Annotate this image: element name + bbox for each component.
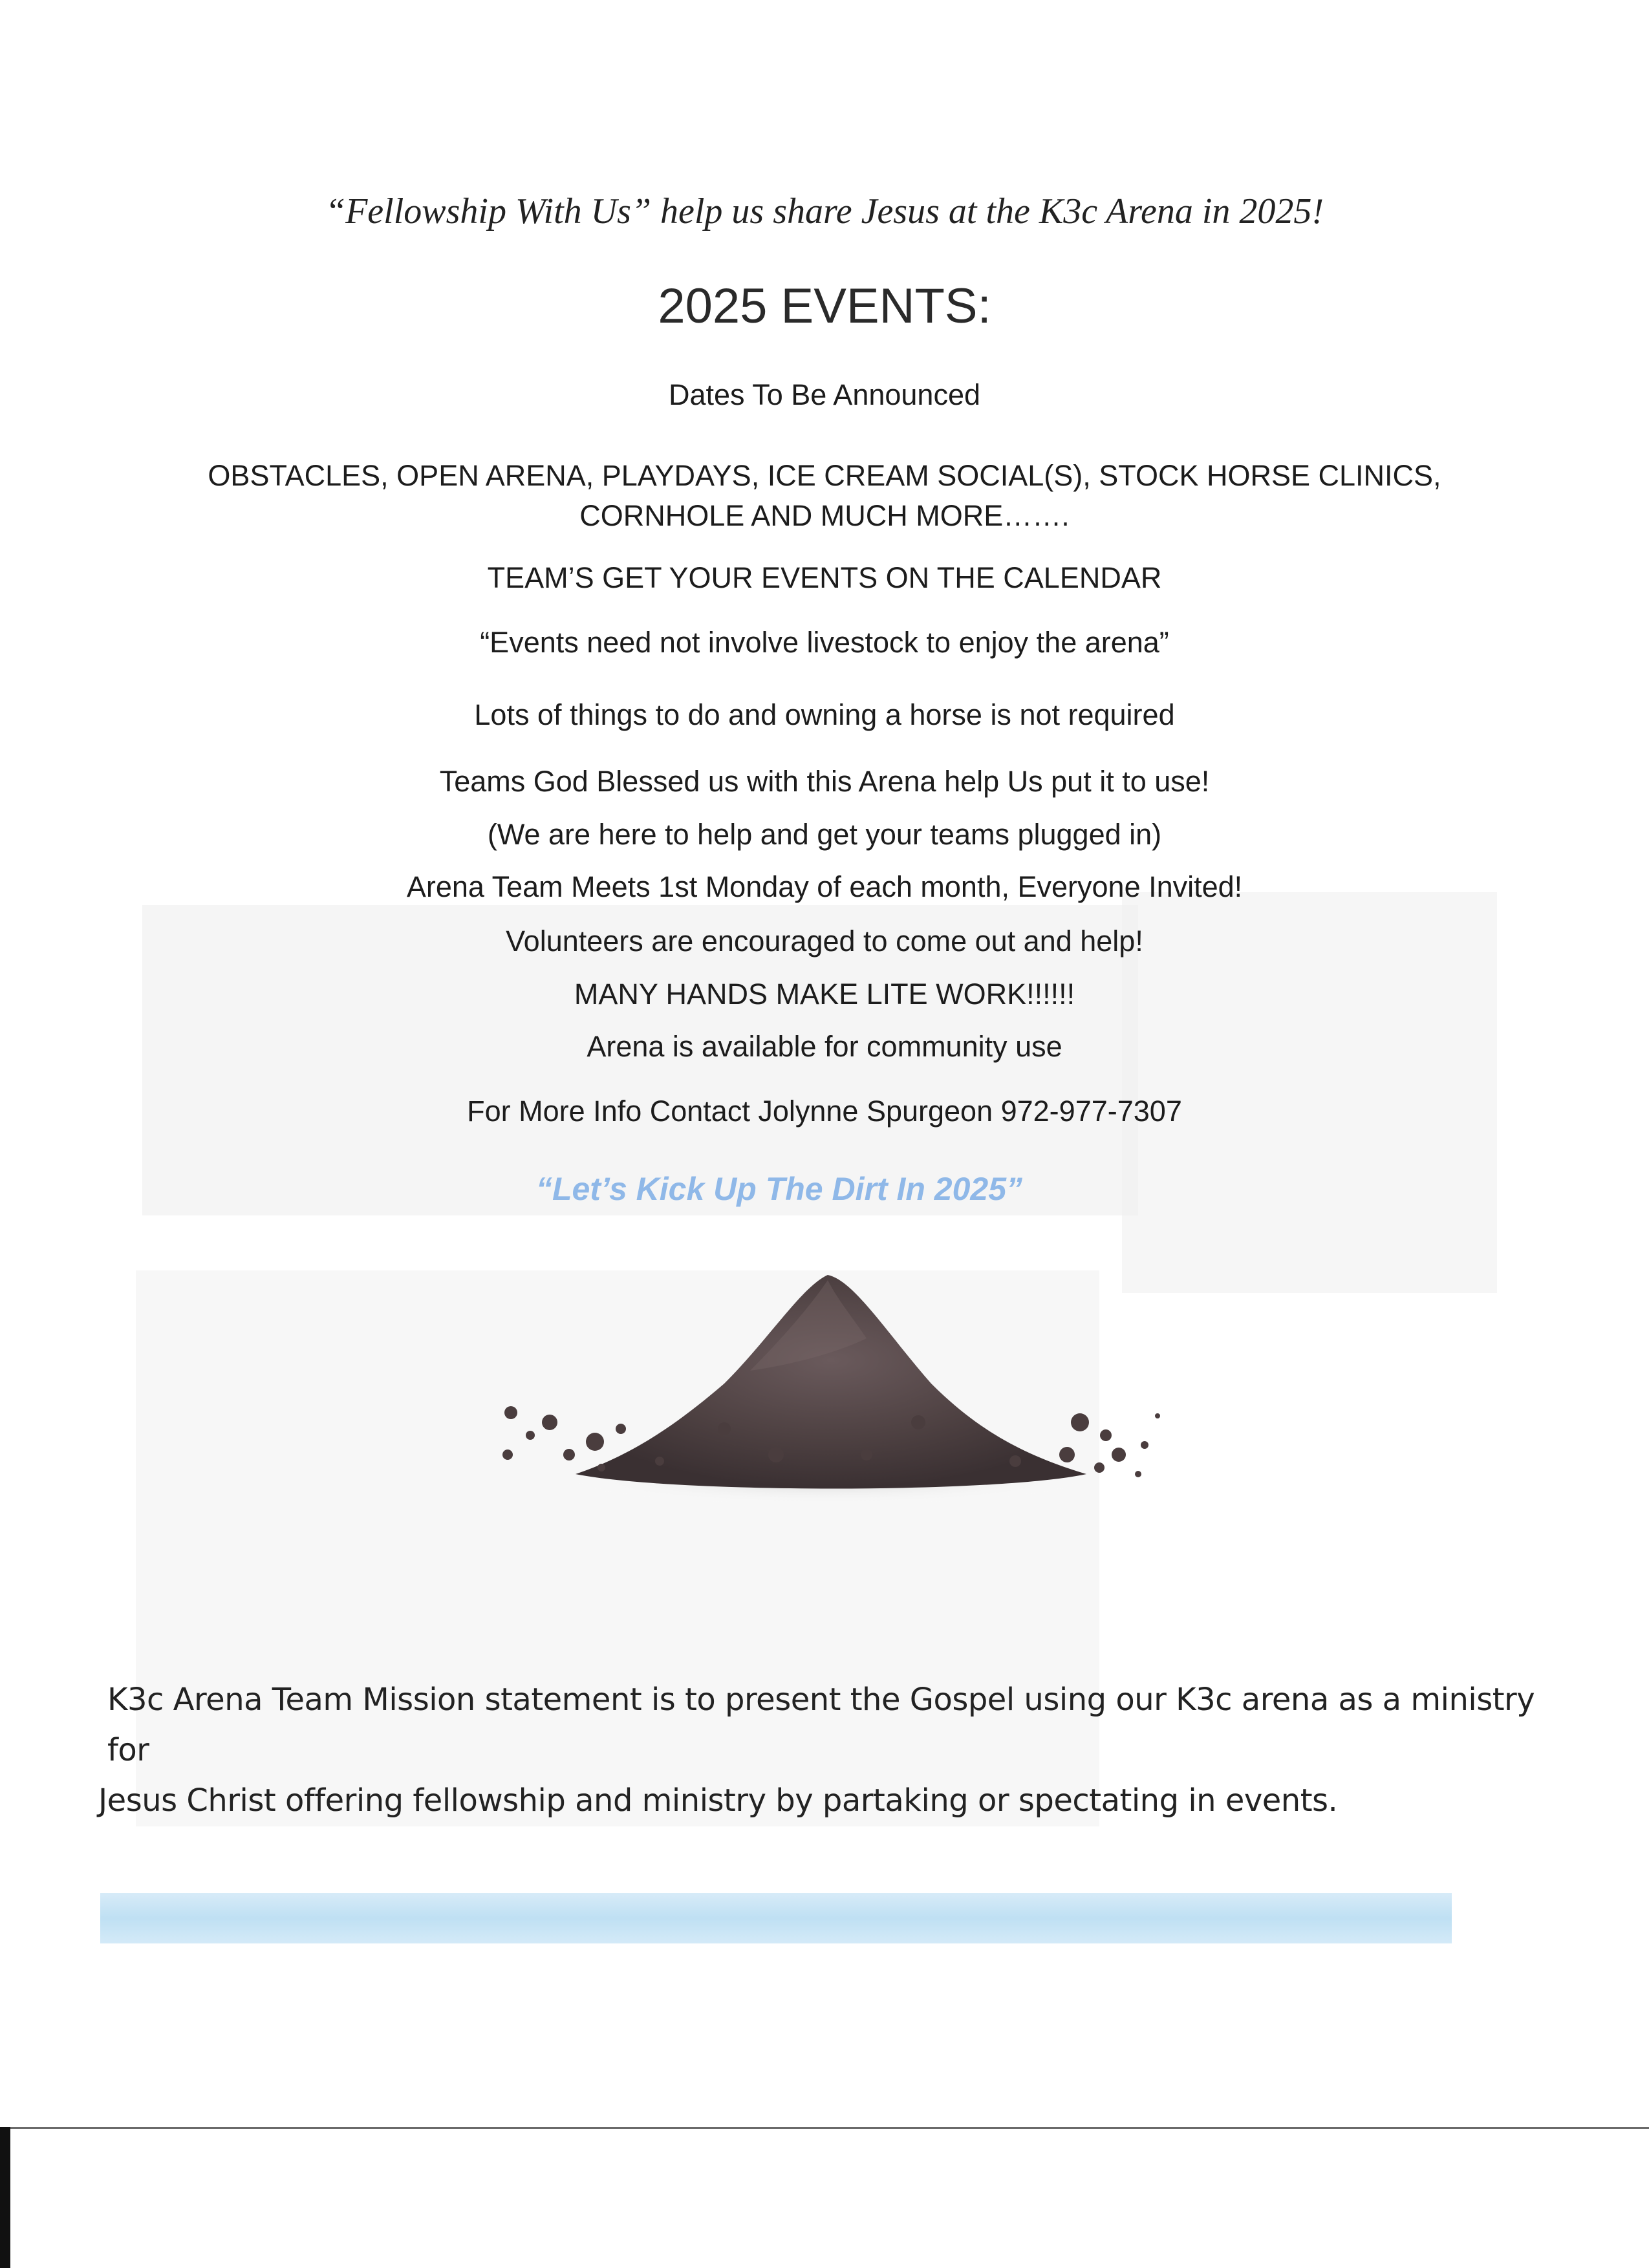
scan-edge-mark [0, 2127, 10, 2268]
events-title: 2025 EVENTS: [658, 279, 991, 334]
mission-statement [98, 1674, 1566, 1826]
meeting-line: Arena Team Meets 1st Monday of each month, Everyone Invited! [406, 870, 1243, 903]
blessed-arena-line: Teams God Blessed us with this Arena help Us put it to use! [439, 765, 1210, 798]
page-bottom-rule [0, 2127, 1649, 2129]
help-teams-line: (We are here to help and get your teams plugged in) [487, 818, 1162, 851]
dirt-pile-image [466, 1261, 1170, 1519]
contact-line: For More Info Contact Jolynne Spurgeon 972-977-7307 [467, 1095, 1182, 1128]
tagline: “Fellowship With Us” help us share Jesus at the K3c Arena in 2025! [325, 191, 1324, 231]
event-list-line-2: CORNHOLE AND MUCH MORE……. [579, 499, 1070, 532]
mission-line-1: K3c Arena Team Mission statement is to present the Gospel using our K3c arena as a ministry for [107, 1682, 1535, 1768]
event-list [123, 456, 1526, 536]
slogan: “Let’s Kick Up The Dirt In 2025” [535, 1171, 1023, 1207]
many-hands-line: MANY HANDS MAKE LITE WORK!!!!!! [574, 978, 1075, 1011]
volunteers-line: Volunteers are encouraged to come out and help! [506, 925, 1143, 957]
community-use-line: Arena is available for community use [587, 1030, 1062, 1063]
blue-divider-bar [100, 1893, 1452, 1943]
dates-note: Dates To Be Announced [668, 378, 981, 411]
mission-line-2: Jesus Christ offering fellowship and ministry by partaking or spectating in events. [98, 1782, 1338, 1819]
livestock-quote: “Events need not involve livestock to enjoy the arena” [480, 626, 1169, 659]
horse-not-required-line: Lots of things to do and owning a horse is not required [474, 698, 1175, 731]
teams-calendar-line: TEAM’S GET YOUR EVENTS ON THE CALENDAR [487, 561, 1162, 594]
event-list-line-1: OBSTACLES, OPEN ARENA, PLAYDAYS, ICE CREAM SOCIAL(S), STOCK HORSE CLINICS, [208, 459, 1441, 492]
